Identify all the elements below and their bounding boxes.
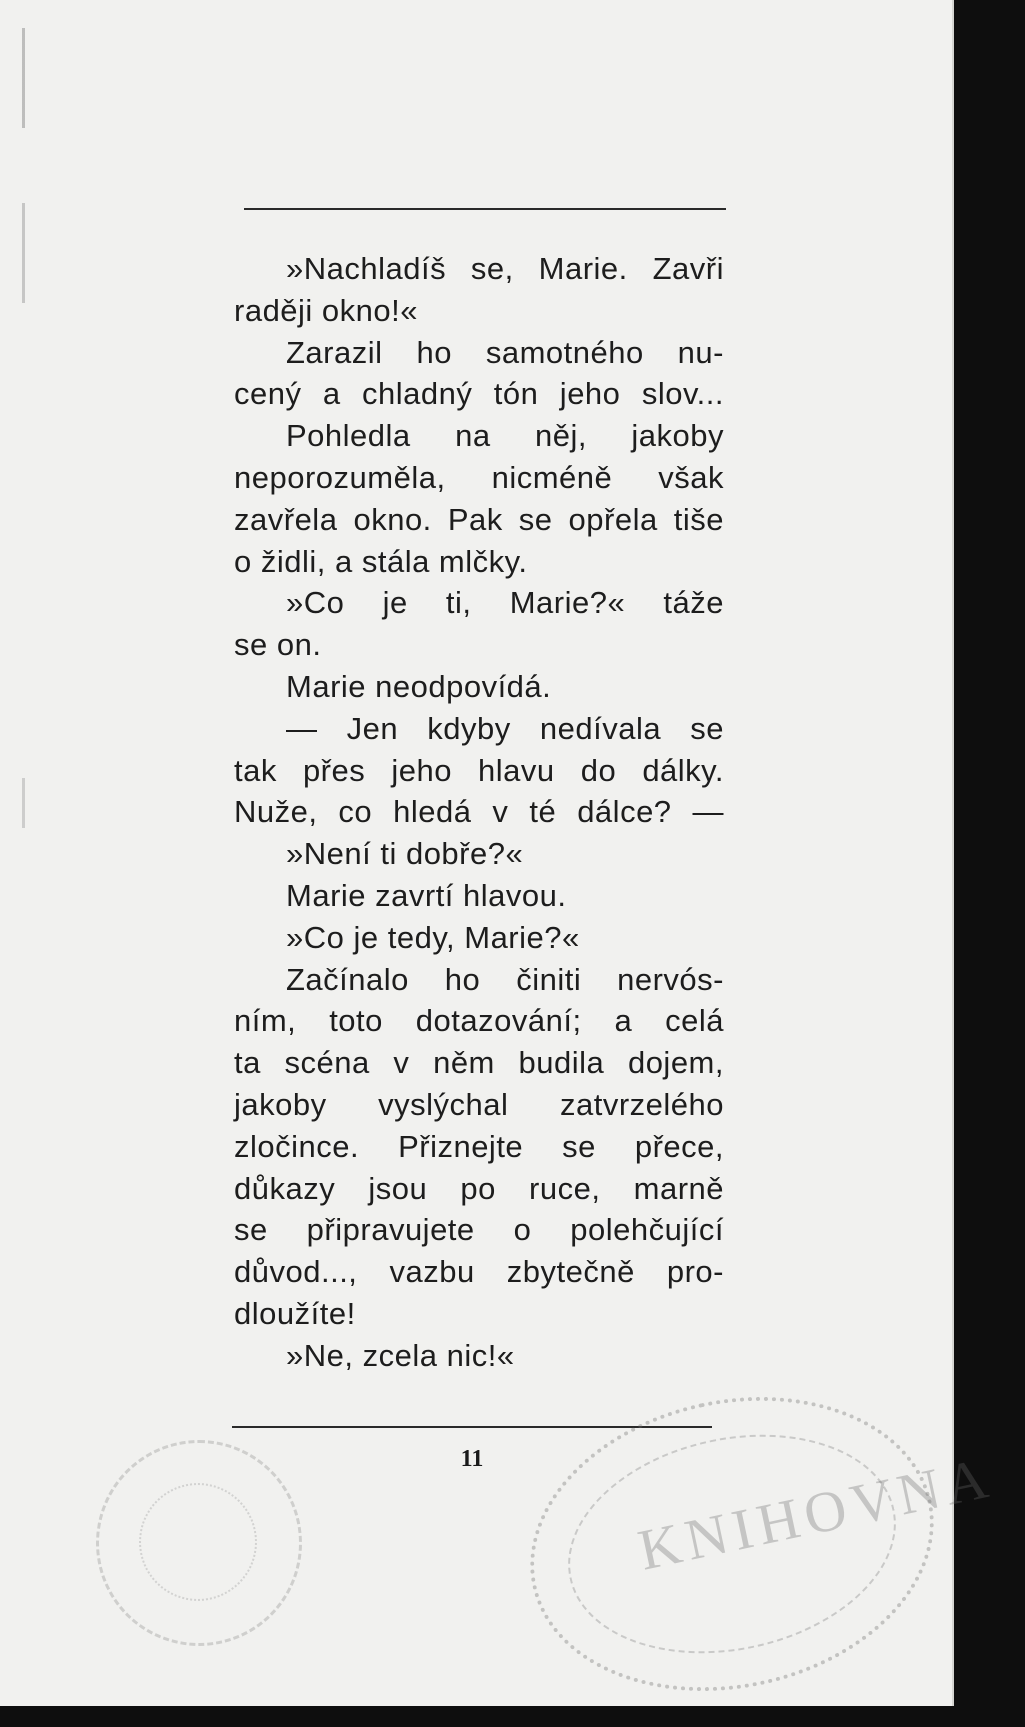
header-rule bbox=[244, 208, 726, 210]
text-line: cený a chladný tón jeho slov... bbox=[234, 376, 724, 412]
text-line: důkazy jsou po ruce, marně bbox=[234, 1170, 724, 1206]
text-line: »Co je ti, Marie?« táže bbox=[286, 585, 724, 621]
text-line: zavřela okno. Pak se opřela tiše bbox=[234, 501, 724, 537]
text-line: Marie zavrtí hlavou. bbox=[286, 877, 567, 913]
text-line: »Není ti dobře?« bbox=[286, 836, 524, 872]
text-line: o židli, a stála mlčky. bbox=[234, 543, 528, 579]
text-line: Začínalo ho činiti nervós- bbox=[286, 961, 724, 997]
text-line: Zarazil ho samotného nu- bbox=[286, 334, 724, 370]
text-line: tak přes jeho hlavu do dálky. bbox=[234, 752, 724, 788]
text-line: ním, toto dotazování; a celá bbox=[234, 1003, 724, 1039]
text-line: »Ne, zcela nic!« bbox=[286, 1337, 515, 1373]
text-line: dloužíte! bbox=[234, 1295, 356, 1331]
text-line: — Jen kdyby nedívala se bbox=[286, 710, 724, 746]
text-line: se připravujete o polehčující bbox=[234, 1212, 724, 1248]
binding-shadow bbox=[22, 28, 25, 1278]
text-line: ta scéna v něm budila dojem, bbox=[234, 1045, 724, 1081]
text-line: Pohledla na něj, jakoby bbox=[286, 418, 724, 454]
library-stamp bbox=[503, 1361, 999, 1727]
body-text bbox=[234, 248, 724, 1377]
library-stamp-faint bbox=[96, 1440, 302, 1646]
text-line: »Nachladíš se, Marie. Zavři bbox=[286, 251, 724, 286]
text-line: důvod..., vazbu zbytečně pro- bbox=[234, 1254, 724, 1290]
stamp-text: KNIHOVNA bbox=[632, 1444, 999, 1583]
text-line: Nuže, co hledá v té dálce? — bbox=[234, 794, 724, 830]
text-line: zločince. Přiznejte se přece, bbox=[234, 1128, 724, 1164]
text-line: »Co je tedy, Marie?« bbox=[286, 919, 580, 955]
text-line: neporozuměla, nicméně však bbox=[234, 459, 724, 495]
page-number: 11 bbox=[460, 1446, 484, 1472]
text-line: se on. bbox=[234, 627, 322, 663]
text-line: Marie neodpovídá. bbox=[286, 668, 552, 704]
text-line: jakoby vyslýchal zatvrzelého bbox=[234, 1086, 724, 1122]
text-line: raději okno!« bbox=[234, 292, 419, 328]
